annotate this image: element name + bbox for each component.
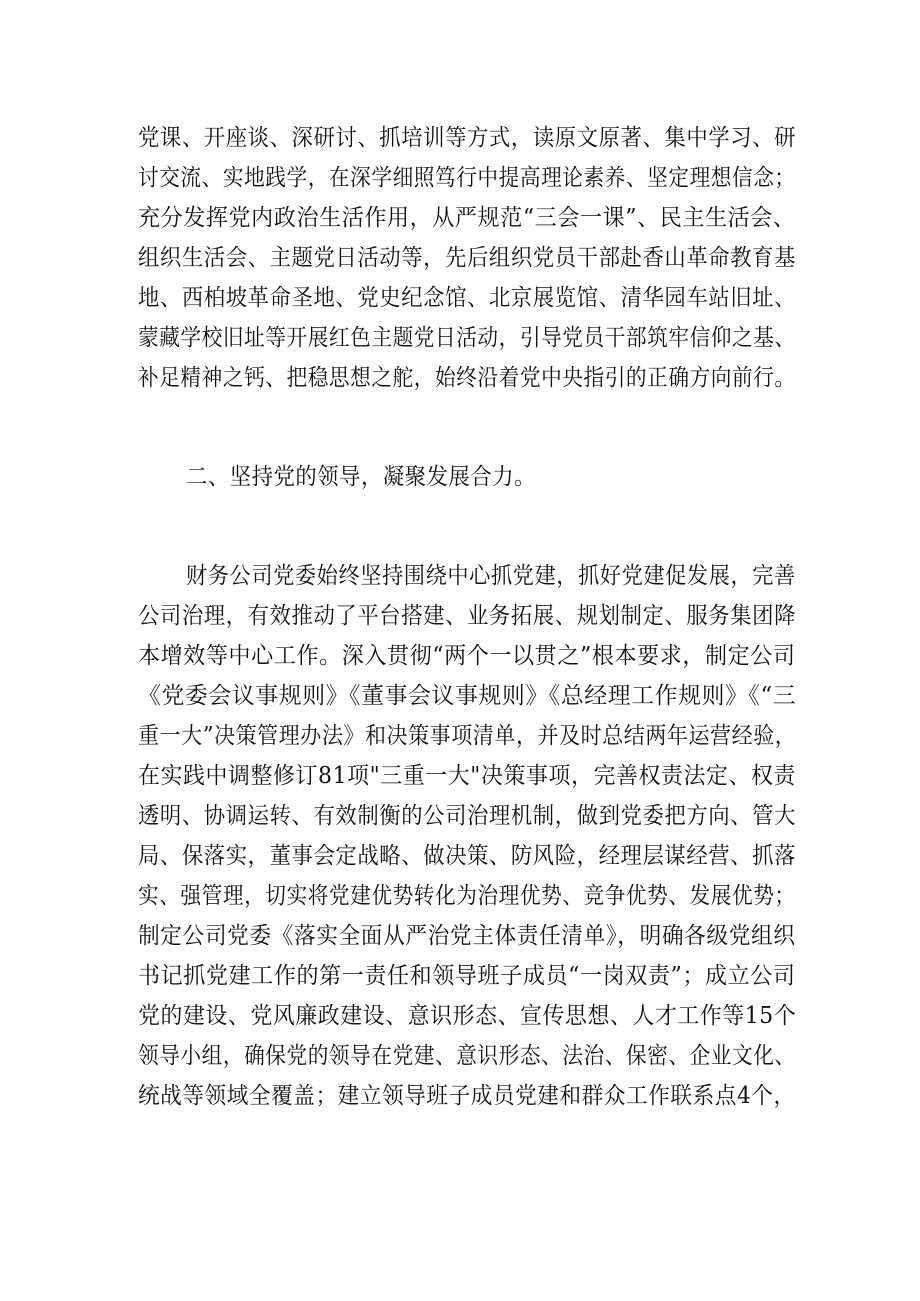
text-line: 透明、协调运转、有效制衡的公司治理机制，做到党委把方向、管大 (138, 803, 796, 829)
text-line: 补足精神之钙、把稳思想之舵，始终沿着党中央指引的正确方向前行。 (138, 365, 796, 391)
text-line: 公司治理，有效推动了平台搭建、业务拓展、规划制定、服务集团降 (138, 603, 796, 629)
text-line: 领导小组，确保党的领导在党建、意识形态、法治、保密、企业文化、 (138, 1043, 796, 1069)
text-line: 在实践中调整修订81项"三重一大"决策事项，完善权责法定、权责 (138, 763, 797, 789)
text-line: 财务公司党委始终坚持围绕中心抓党建，抓好党建促发展，完善 (186, 563, 796, 589)
section-heading: 二、坚持党的领导，凝聚发展合力。 (186, 464, 537, 490)
text-line: 党课、开座谈、深研讨、抓培训等方式，读原文原著、集中学习、研 (138, 125, 796, 151)
text-line: 蒙藏学校旧址等开展红色主题党日活动，引导党员干部筑牢信仰之基、 (138, 325, 796, 351)
text-line: 党的建设、党风廉政建设、意识形态、宣传思想、人才工作等15个 (138, 1003, 797, 1029)
text-line: 《党委会议事规则》《董事会议事规则》《总经理工作规则》《“三 (138, 683, 797, 709)
text-line: 地、西柏坡革命圣地、党史纪念馆、北京展览馆、清华园车站旧址、 (138, 285, 796, 311)
text-line: 讨交流、实地践学，在深学细照笃行中提高理论素养、坚定理想信念； (138, 165, 796, 191)
text-line: 充分发挥党内政治生活作用，从严规范“三会一课”、民主生活会、 (138, 205, 796, 231)
text-line: 实、强管理，切实将党建优势转化为治理优势、竞争优势、发展优势； (138, 883, 796, 909)
text-line: 局、保落实，董事会定战略、做决策、防风险，经理层谋经营、抓落 (138, 843, 796, 869)
text-line: 制定公司党委《落实全面从严治党主体责任清单》，明确各级党组织 (138, 923, 796, 949)
text-line: 书记抓党建工作的第一责任和领导班子成员“一岗双责”；成立公司 (138, 963, 796, 989)
text-line: 本增效等中心工作。深入贯彻“两个一以贯之”根本要求，制定公司 (138, 643, 796, 669)
text-line: 统战等领域全覆盖；建立领导班子成员党建和群众工作联系点4个， (138, 1083, 796, 1109)
text-line: 组织生活会、主题党日活动等，先后组织党员干部赴香山革命教育基 (138, 245, 796, 271)
text-line: 重一大”决策管理办法》和决策事项清单，并及时总结两年运营经验， (138, 723, 797, 749)
